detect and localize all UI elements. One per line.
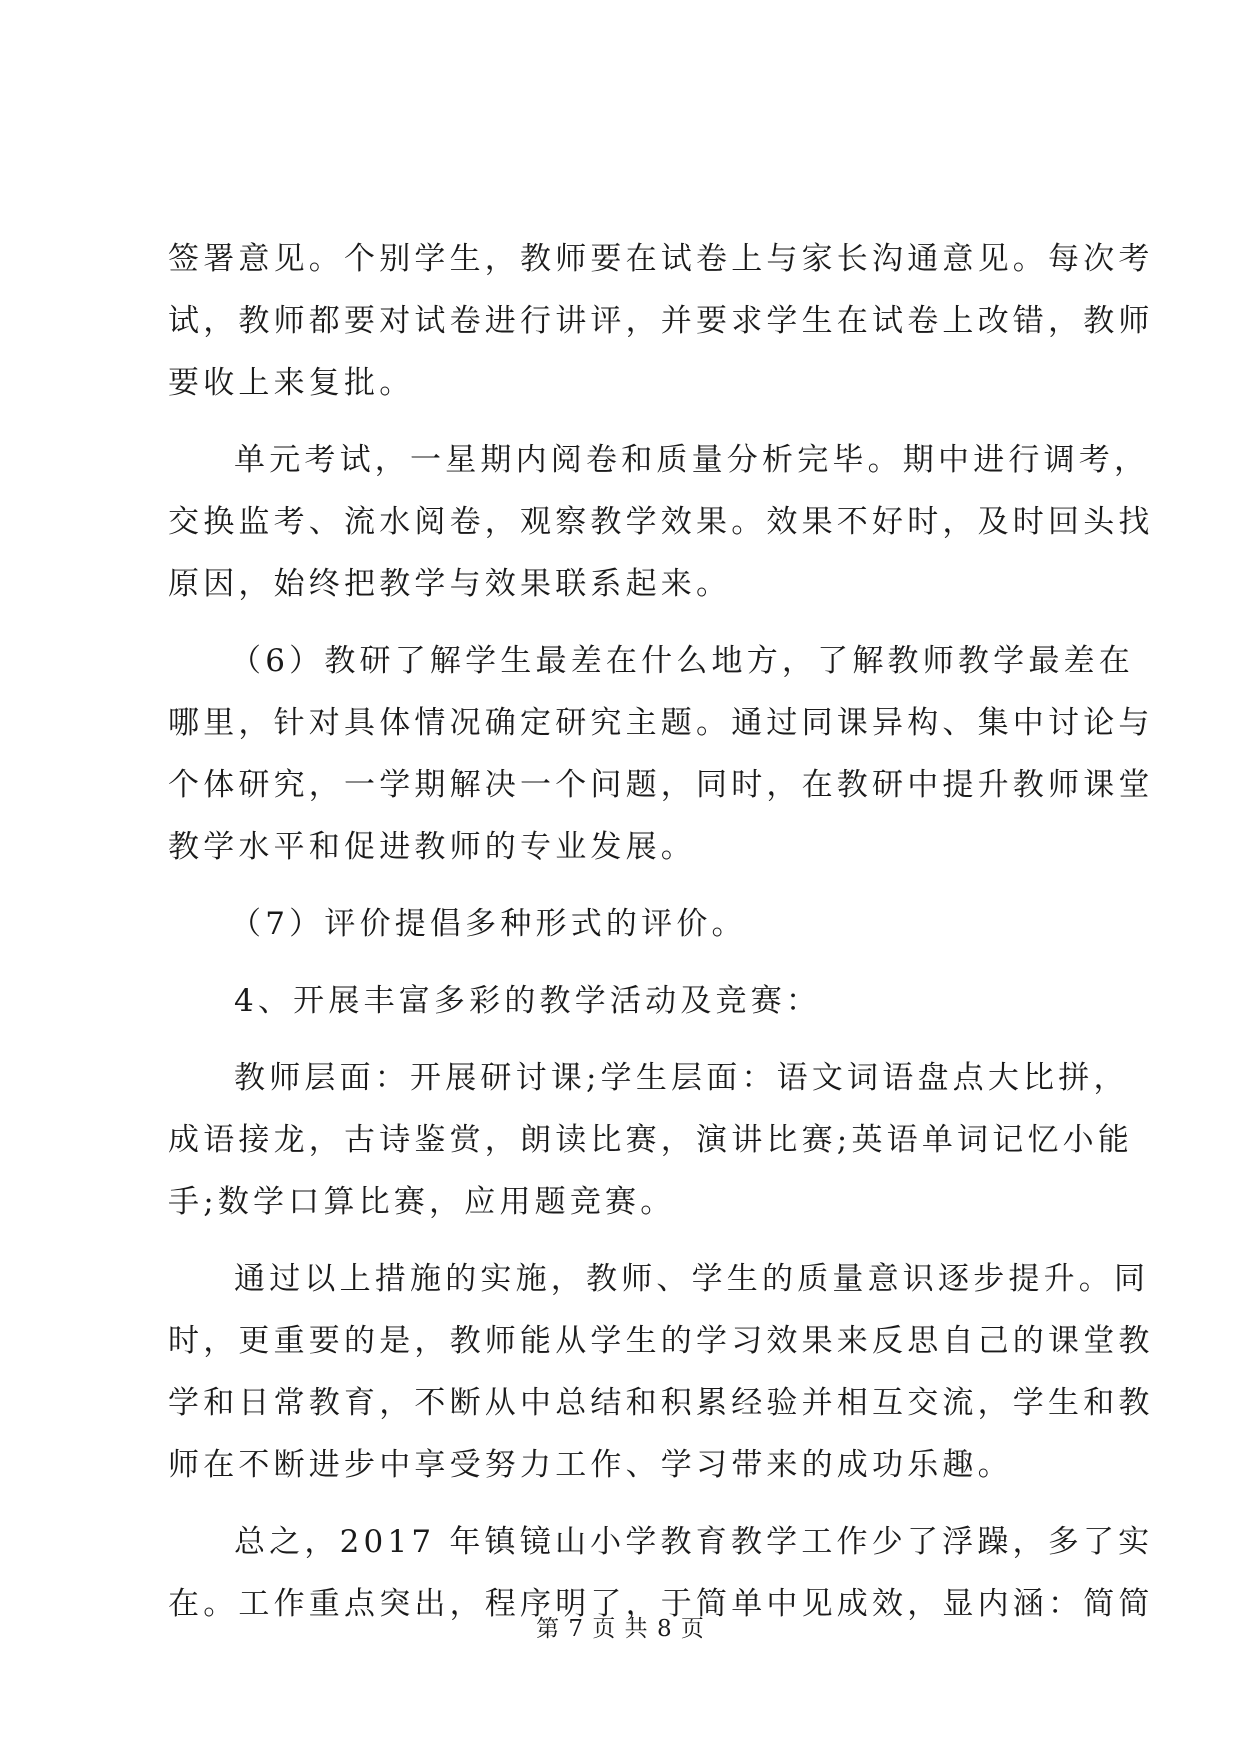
text-line: 原因，始终把教学与效果联系起来。 — [168, 566, 732, 602]
text-line: 成语接龙，古诗鉴赏，朗读比赛，演讲比赛;英语单词记忆小能 — [168, 1122, 1134, 1158]
text-line: 交换监考、流水阅卷，观察教学效果。效果不好时，及时回头找 — [168, 504, 1154, 540]
page-number: 第 7 页 共 8 页 — [536, 1616, 705, 1642]
text-line: 要收上来复批。 — [168, 365, 415, 401]
text-line: 个体研究，一学期解决一个问题，同时，在教研中提升教师课堂 — [168, 767, 1154, 803]
text-line: 教学水平和促进教师的专业发展。 — [168, 829, 696, 865]
text-line: 手;数学口算比赛，应用题竞赛。 — [168, 1184, 676, 1220]
text-line: 单元考试，一星期内阅卷和质量分析完毕。期中进行调考， — [234, 442, 1150, 478]
text-line: 学和日常教育，不断从中总结和积累经验并相互交流，学生和教 — [168, 1385, 1154, 1421]
text-line: 试，教师都要对试卷进行讲评，并要求学生在试卷上改错，教师 — [168, 303, 1154, 339]
text-line: 时，更重要的是，教师能从学生的学习效果来反思自己的课堂教 — [168, 1323, 1154, 1359]
text-line: 通过以上措施的实施，教师、学生的质量意识逐步提升。同 — [234, 1261, 1150, 1297]
text-line: （7）评价提倡多种形式的评价。 — [230, 906, 747, 942]
text-line: 总之，2017 年镇镜山小学教育教学工作少了浮躁，多了实 — [234, 1524, 1154, 1560]
text-line: 4、开展丰富多彩的教学活动及竞赛： — [234, 983, 822, 1019]
document-body — [168, 228, 1154, 1635]
text-line: （6）教研了解学生最差在什么地方，了解教师教学最差在 — [230, 643, 1134, 679]
text-line: 教师层面：开展研讨课;学生层面：语文词语盘点大比拼， — [234, 1060, 1129, 1096]
text-line: 师在不断进步中享受努力工作、学习带来的成功乐趣。 — [168, 1447, 1013, 1483]
text-line: 哪里，针对具体情况确定研究主题。通过同课异构、集中讨论与 — [168, 705, 1154, 741]
text-line: 签署意见。个别学生，教师要在试卷上与家长沟通意见。每次考 — [168, 241, 1154, 277]
text-line: 在。工作重点突出，程序明了，于简单中见成效，显内涵：简简 — [168, 1586, 1154, 1622]
